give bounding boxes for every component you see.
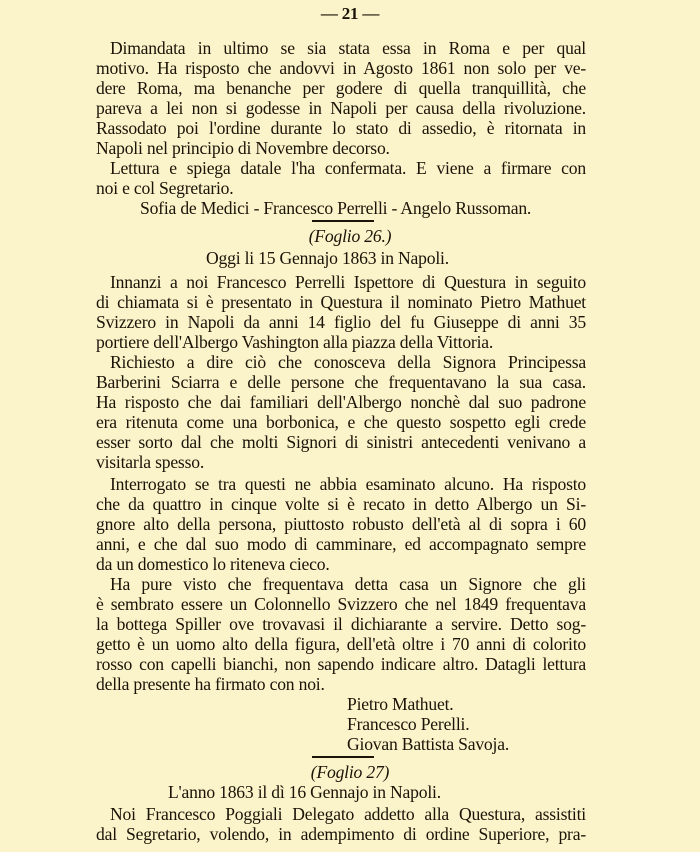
text-line: Dimandata in ultimo se sia stata essa in Roma e per qual [110, 38, 586, 58]
text-line: Napoli nel principio di Novembre decorso. [96, 138, 390, 158]
foglio-heading: (Foglio 27) [310, 762, 390, 782]
text-line: è sembrato essere un Colonnello Svizzero che nel 1849 frequentava [96, 594, 586, 614]
text-line: di chiamata si è presentato in Questura il nominato Pietro Mathuet [96, 292, 586, 312]
text-line: Interrogato se tra questi ne abbia esaminato alcuno. Ha risposto [110, 474, 586, 494]
text-line: portiere dell'Albergo Vashington alla piazza della Vittoria. [96, 332, 494, 352]
date-heading: Oggi li 15 Gennajo 1863 in Napoli. [206, 248, 449, 268]
text-line: Svizzero in Napoli da anni 14 figlio del fu Giuseppe di anni 35 [96, 312, 586, 332]
text-line: Barberini Sciarra e delle persone che frequentavano la sua casa. [96, 372, 586, 392]
text-line: Noi Francesco Poggiali Delegato addetto alla Questura, assistiti [110, 804, 586, 824]
text-line: dal Segretario, volendo, in adempimento di ordine Superiore, pra- [96, 824, 586, 844]
text-line: Lettura e spiega datale l'ha confermata. E viene a firmare con [110, 158, 586, 178]
text-line: che da quattro in cinque volte si è recato in detto Albergo un Si- [96, 494, 586, 514]
text-line: esser sorto dal che molti Signori di sinistri antecedenti venivano a [96, 432, 586, 452]
text-line: rosso con capelli bianchi, non sapendo indicare altro. Datagli lettura [96, 654, 586, 674]
signature-name: Pietro Mathuet. [347, 694, 454, 714]
signature-name: Giovan Battista Savoja. [347, 734, 510, 754]
text-line: Ha pure visto che frequentava detta casa un Signore che gli [110, 574, 586, 594]
text-line: gnore alto della persona, piuttosto robusto dell'età al di sopra i 60 [96, 514, 586, 534]
text-line: Richiesto a dire ciò che conosceva della Signora Principessa [110, 352, 586, 372]
text-line: motivo. Ha risposto che andovvi in Agosto 1861 non solo per ve- [96, 58, 586, 78]
page-number: — 21 — [320, 4, 380, 23]
text-line: Rassodato poi l'ordine durante lo stato di assedio, è ritornata in [96, 118, 586, 138]
text-line: visitarla spesso. [96, 452, 205, 472]
date-heading: L'anno 1863 il dì 16 Gennajo in Napoli. [168, 782, 441, 802]
text-line: pareva a lei non si godesse in Napoli per causa della rivoluzione. [96, 98, 586, 118]
section-divider [312, 220, 374, 222]
text-line: era ritenuta come una borbonica, e che questo sospetto egli crede [96, 412, 586, 432]
text-line: della presente ha firmato con noi. [96, 674, 325, 694]
text-line: la bottega Spiller ove trovavasi il dichiarante a servire. Detto sog- [96, 614, 586, 634]
signature-name: Francesco Perelli. [347, 714, 470, 734]
text-line: noi e col Segretario. [96, 178, 234, 198]
text-line: da un domestico lo riteneva cieco. [96, 554, 330, 574]
foglio-heading: (Foglio 26.) [308, 226, 392, 246]
text-line: anni, e che dal suo modo di camminare, ed accompagnato sempre [96, 534, 586, 554]
signatures-line: Sofia de Medici - Francesco Perrelli - Angelo Russoman. [140, 198, 532, 218]
text-line: dere Roma, ma benanche per godere di quella tranquillità, che [96, 78, 586, 98]
text-line: Ha risposto che dai familiari dell'Albergo nonchè dal suo padrone [96, 392, 586, 412]
section-divider [312, 756, 374, 758]
text-line: getto è un uomo alto della figura, dell'età oltre i 70 anni di colorito [96, 634, 586, 654]
text-line: Innanzi a noi Francesco Perrelli Ispettore di Questura in seguito [110, 272, 586, 292]
